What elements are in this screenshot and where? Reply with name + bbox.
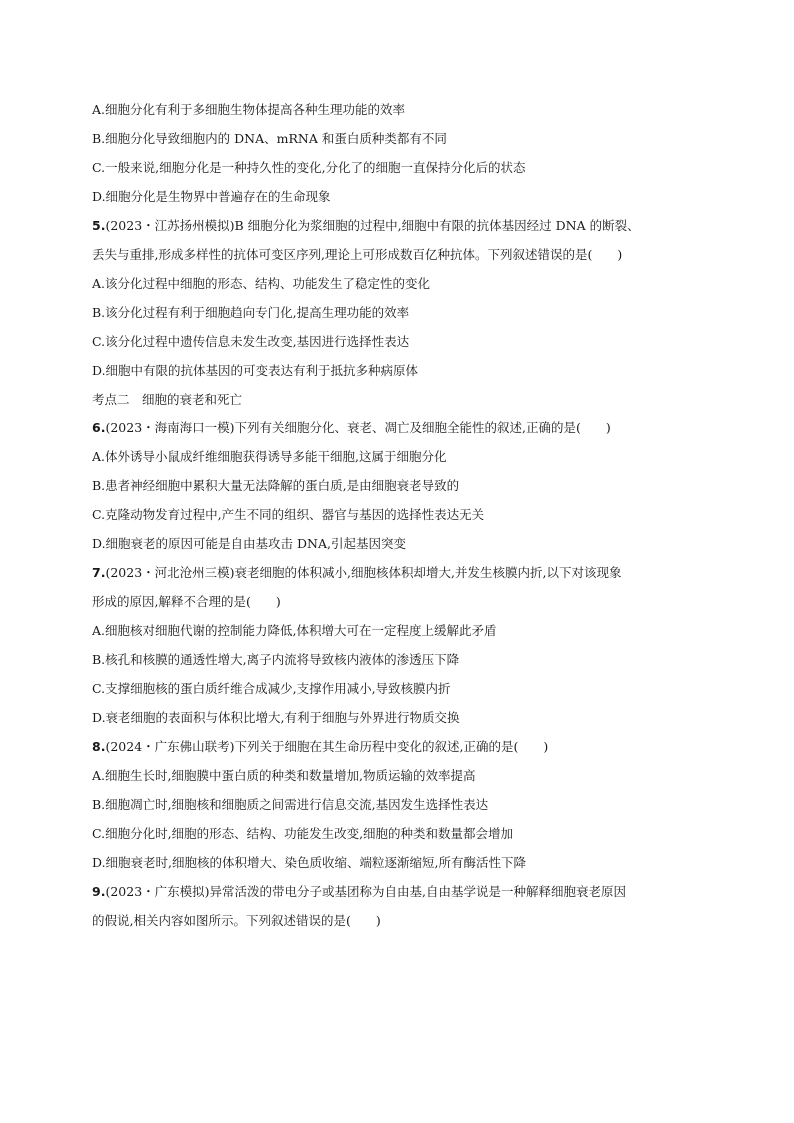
q5-stem — [92, 217, 640, 235]
q7-number: 7. — [92, 565, 106, 580]
q8-option-a: A.细胞生长时,细胞膜中蛋白质的种类和数量增加,物质运输的效率提高 — [92, 768, 476, 783]
q8-option-c: C.细胞分化时,细胞的形态、结构、功能发生改变,细胞的种类和数量都会增加 — [92, 826, 514, 841]
q5-stem-line1: (2023・江苏扬州模拟)B 细胞分化为浆细胞的过程中,细胞中有限的抗体基因经过 DNA 的断裂、 — [105, 218, 640, 233]
q5-option-a: A.该分化过程中细胞的形态、结构、功能发生了稳定性的变化 — [92, 276, 431, 291]
q9-stem — [92, 883, 626, 901]
q8-stem-line1: (2024・广东佛山联考)下列关于细胞在其生命历程中变化的叙述,正确的是( ) — [105, 739, 549, 754]
q6-option-c: C.克隆动物发育过程中,产生不同的组织、器官与基因的选择性表达无关 — [92, 507, 485, 522]
q7-option-d: D.衰老细胞的表面积与体积比增大,有利于细胞与外界进行物质交换 — [92, 710, 460, 725]
q6-number: 6. — [92, 420, 106, 435]
q6-option-a: A.体外诱导小鼠成纤维细胞获得诱导多能干细胞,这属于细胞分化 — [92, 449, 447, 464]
q4-option-c: C.一般来说,细胞分化是一种持久性的变化,分化了的细胞一直保持分化后的状态 — [92, 160, 526, 175]
q8-option-b: B.细胞凋亡时,细胞核和细胞质之间需进行信息交流,基因发生选择性表达 — [92, 797, 489, 812]
q6-stem-line1: (2023・海南海口一模)下列有关细胞分化、衰老、凋亡及细胞全能性的叙述,正确的是( ) — [105, 420, 611, 435]
q8-stem — [92, 738, 548, 756]
section-title: 考点二 细胞的衰老和死亡 — [92, 392, 243, 407]
q5-option-b: B.该分化过程有利于细胞趋向专门化,提高生理功能的效率 — [92, 305, 410, 320]
q4-option-d: D.细胞分化是生物界中普遍存在的生命现象 — [92, 189, 331, 204]
q5-number: 5. — [92, 218, 106, 233]
q6-option-d: D.细胞衰老的原因可能是自由基攻击 DNA,引起基因突变 — [92, 536, 406, 551]
q4-option-a: A.细胞分化有利于多细胞生物体提高各种生理功能的效率 — [92, 102, 406, 117]
q5-option-c: C.该分化过程中遗传信息未发生改变,基因进行选择性表达 — [92, 334, 410, 349]
q5-stem-line2: 丢失与重排,形成多样性的抗体可变区序列,理论上可形成数百亿种抗体。下列叙述错误的是( ) — [92, 247, 623, 262]
q9-stem-line1: (2023・广东模拟)异常活泼的带电分子或基团称为自由基,自由基学说是一种解释细胞衰老原因 — [105, 884, 626, 899]
q7-stem — [92, 564, 621, 582]
q5-option-d: D.细胞中有限的抗体基因的可变表达有利于抵抗多种病原体 — [92, 363, 419, 378]
q8-option-d: D.细胞衰老时,细胞核的体积增大、染色质收缩、端粒逐渐缩短,所有酶活性下降 — [92, 855, 526, 870]
q4-option-b: B.细胞分化导致细胞内的 DNA、mRNA 和蛋白质种类都有不同 — [92, 131, 447, 146]
q6-option-b: B.患者神经细胞中累积大量无法降解的蛋白质,是由细胞衰老导致的 — [92, 478, 460, 493]
q9-number: 9. — [92, 884, 106, 899]
q8-number: 8. — [92, 739, 106, 754]
q7-option-c: C.支撑细胞核的蛋白质纤维合成减少,支撑作用减小,导致核膜内折 — [92, 681, 451, 696]
q7-stem-line1: (2023・河北沧州三模)衰老细胞的体积减小,细胞核体积却增大,并发生核膜内折,以下对该现象 — [105, 565, 622, 580]
q9-stem-line2: 的假说,相关内容如图所示。下列叙述错误的是( ) — [92, 913, 381, 928]
q7-stem-line2: 形成的原因,解释不合理的是( ) — [92, 594, 281, 609]
q7-option-a: A.细胞核对细胞代谢的控制能力降低,体积增大可在一定程度上缓解此矛盾 — [92, 623, 497, 638]
q6-stem — [92, 419, 611, 437]
q7-option-b: B.核孔和核膜的通透性增大,离子内流将导致核内液体的渗透压下降 — [92, 652, 460, 667]
